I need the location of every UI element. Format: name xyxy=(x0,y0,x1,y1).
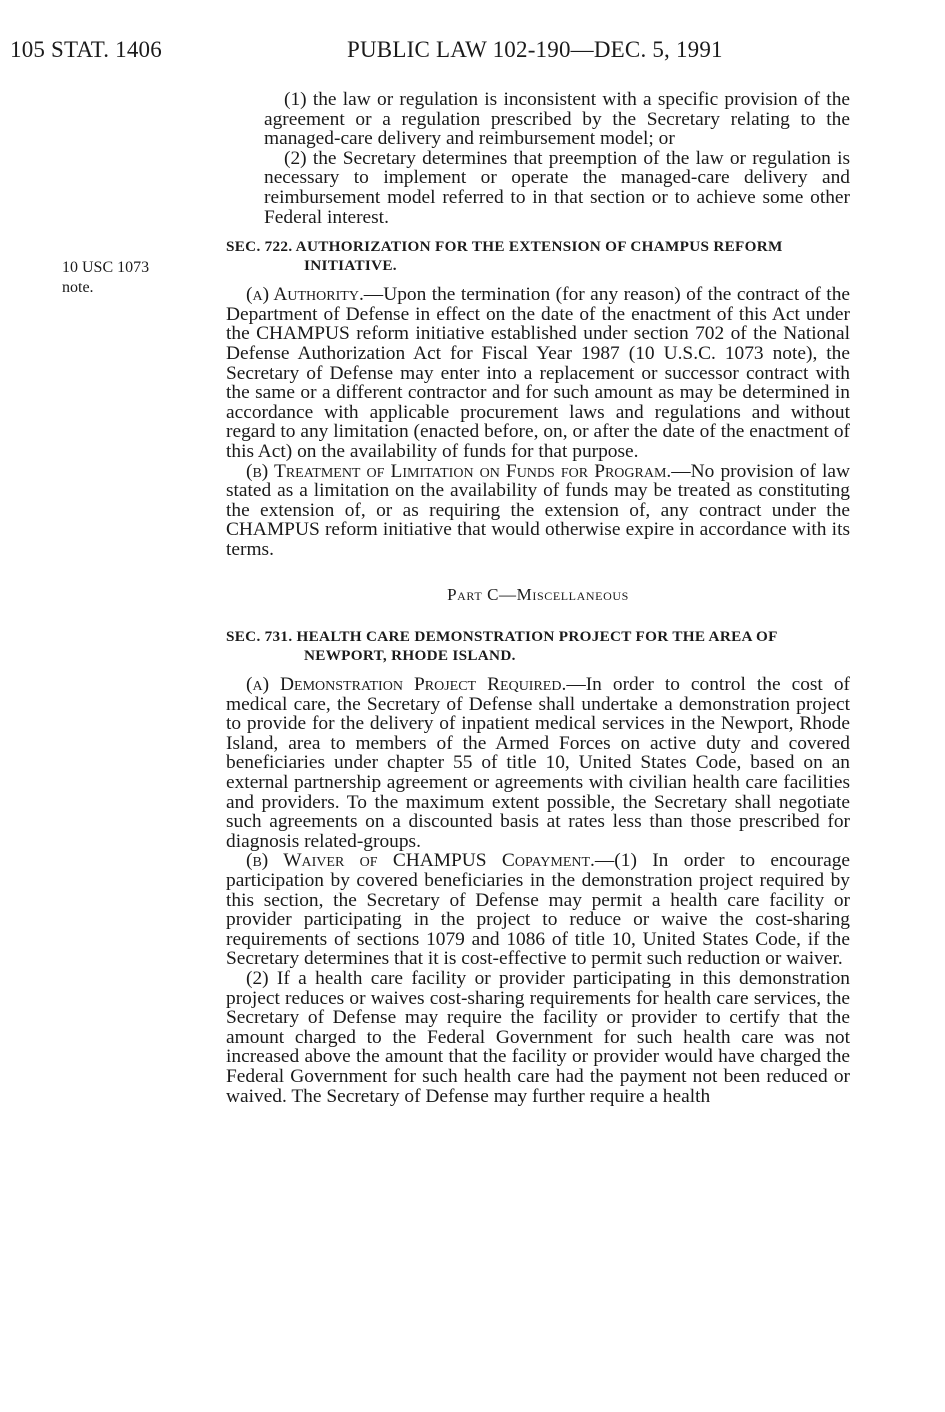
section-722-subsection-a xyxy=(226,285,850,461)
section-722-subsection-b xyxy=(226,462,850,560)
section-731-subsection-b xyxy=(226,851,850,969)
subsection-a-text: —In order to control the cost of medical care, the Secretary of Defense shall undertake a demonstration project to provide for the delivery of inpatient medical services in the Newport, Rhode Island, area to members of the Armed Forces on active duty and covered beneficiaries under chapter 55 of title 10, United States Code, based on an external partnership agreement or agreements with civilian health care facilities and providers. To the maximum extent possible, the Secretary shall negotiate such agreements on a discounted basis at rates less than those prescribed for diagnosis related-groups. xyxy=(226,674,850,852)
clause-1: (1) the law or regulation is inconsistent with a specific provision of the agreement or a regulation prescribed by the Secretary relating to the managed-care delivery and reimbursement model; or xyxy=(264,89,850,150)
subsection-b-label: (b) Treatment of Limitation on Funds for Program. xyxy=(246,460,672,482)
subsection-b-text: —No provision of law stated as a limitation on the availability of funds may be treated as constituting the extension of, or as requiring the extension of, any contract under the CHAMPUS reform initiative that would otherwise expire in accordance with its terms. xyxy=(226,460,850,560)
margin-note-label: note. xyxy=(62,279,94,296)
margin-note xyxy=(62,258,149,298)
subsection-b-label-suffix: Copayment. xyxy=(486,850,595,872)
section-731-subsection-a xyxy=(226,675,850,851)
clause-2: (2) the Secretary determines that preemption of the law or regulation is necessary to implement or operate the managed-care delivery and reimbursement model referred to in that section or to achieve some other Federal interest. xyxy=(264,147,850,228)
subsection-b-label-champus: CHAMPUS xyxy=(392,850,487,872)
public-law-citation: PUBLIC LAW 102-190—DEC. 5, 1991 xyxy=(347,37,723,62)
section-722-heading: SEC. 722. AUTHORIZATION FOR THE EXTENSION OF CHAMPUS REFORM INITIATIVE. xyxy=(226,238,783,275)
subsection-a-label: (a) Demonstration Project Required. xyxy=(246,674,567,696)
subsection-a-label: (a) Authority. xyxy=(246,284,364,306)
margin-note-citation: 10 USC 1073 xyxy=(62,259,150,276)
subsection-b-text: —(1) In order to encourage participation by covered beneficiaries in the demonstration project required by this section, the Secretary of Defense may permit a health care facility or provider participating in the project to reduce or waive the cost-sharing requirements of sections 1079 and 1086 of title 10, United States Code, if the Secretary determines that it is cost-effective to permit such reduction or waiver. xyxy=(226,850,850,970)
document-body xyxy=(226,90,850,1106)
subsection-b-label-prefix: (b) Waiver of xyxy=(246,850,393,872)
part-c-heading: Part C—Miscellaneous xyxy=(447,585,629,605)
subsection-a-text: —Upon the termination (for any reason) of the contract of the Department of Defense in effect on the date of the enactment of this Act under the CHAMPUS reform initiative established under section 702 of the National Defense Authorization Act for Fiscal Year 1987 (10 U.S.C. 1073 note), the Secretary of Defense may enter into a replacement or successor contract with the same or a different contractor and for such amount as may be determined in accordance with applicable procurement laws and regulations and without regard to any limitation (enacted before, on, or after the date of the enactment of this Act) on the availability of funds for that purpose. xyxy=(226,284,850,462)
section-731-heading: SEC. 731. HEALTH CARE DEMONSTRATION PROJECT FOR THE AREA OF NEWPORT, RHODE ISLAND. xyxy=(226,628,778,665)
section-731-subsection-b-paragraph-2: (2) If a health care facility or provider participating in this demonstration project reduces or waives cost-sharing requirements for health care services, the Secretary of Defense may require the facility or provider to certify that the amount charged to the Federal Government for such health care was not increased above the amount that the facility or provider would have charged the Federal Government for such health care had the payment not been reduced or waived. The Secretary of Defense may further require a health xyxy=(226,967,850,1107)
page-header xyxy=(0,0,945,80)
statute-page-reference: 105 STAT. 1406 xyxy=(10,37,162,62)
